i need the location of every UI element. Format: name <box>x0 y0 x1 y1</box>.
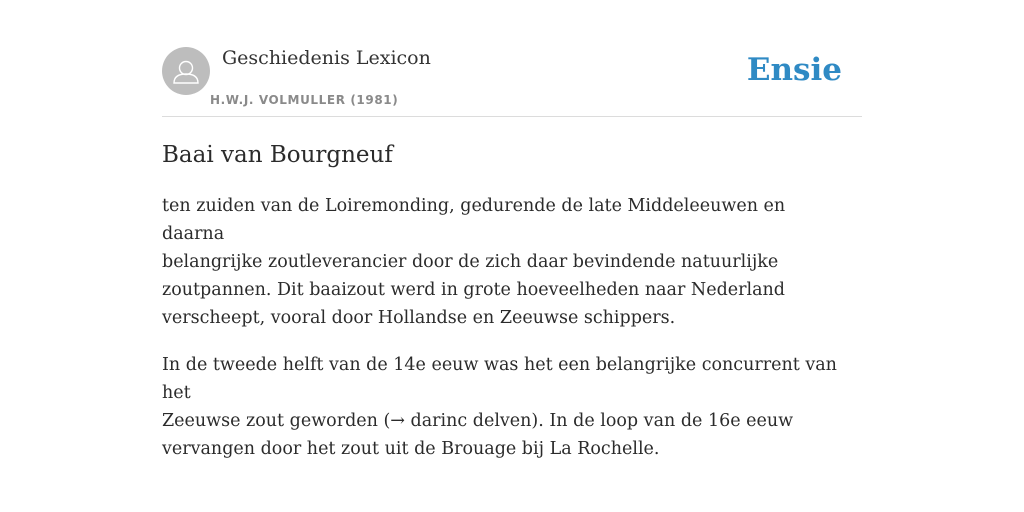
text-line: Zeeuwse zout geworden (→ darinc delven). In de loop van de 16e eeuw <box>162 411 794 431</box>
text-line: vervangen door het zout uit de Brouage bij La Rochelle. <box>162 439 660 459</box>
entry-title: Baai van Bourgneuf <box>162 142 393 168</box>
text-line: zoutpannen. Dit baaizout werd in grote hoeveelheden naar Nederland <box>162 280 785 300</box>
user-silhouette-icon <box>162 47 210 95</box>
text-line: belangrijke zoutleverancier door de zich daar bevindende natuurlijke <box>162 252 779 272</box>
entry-body <box>162 192 852 482</box>
source-author[interactable]: H.W.J. VOLMULLER (1981) <box>210 93 399 107</box>
text-line: ten zuiden van de Loiremonding, gedurende de late Middeleeuwen en daarna <box>162 196 786 244</box>
source-avatar[interactable] <box>162 47 210 95</box>
source-header <box>162 46 862 117</box>
source-title[interactable]: Geschiedenis Lexicon <box>222 47 431 69</box>
text-line: In de tweede helft van de 14e eeuw was het een belangrijke concurrent van het <box>162 355 837 403</box>
ensie-logo[interactable]: Ensie <box>746 52 842 88</box>
entry-paragraph <box>162 351 852 463</box>
text-line: verscheept, vooral door Hollandse en Zeeuwse schippers. <box>162 308 676 328</box>
entry-paragraph <box>162 192 852 332</box>
